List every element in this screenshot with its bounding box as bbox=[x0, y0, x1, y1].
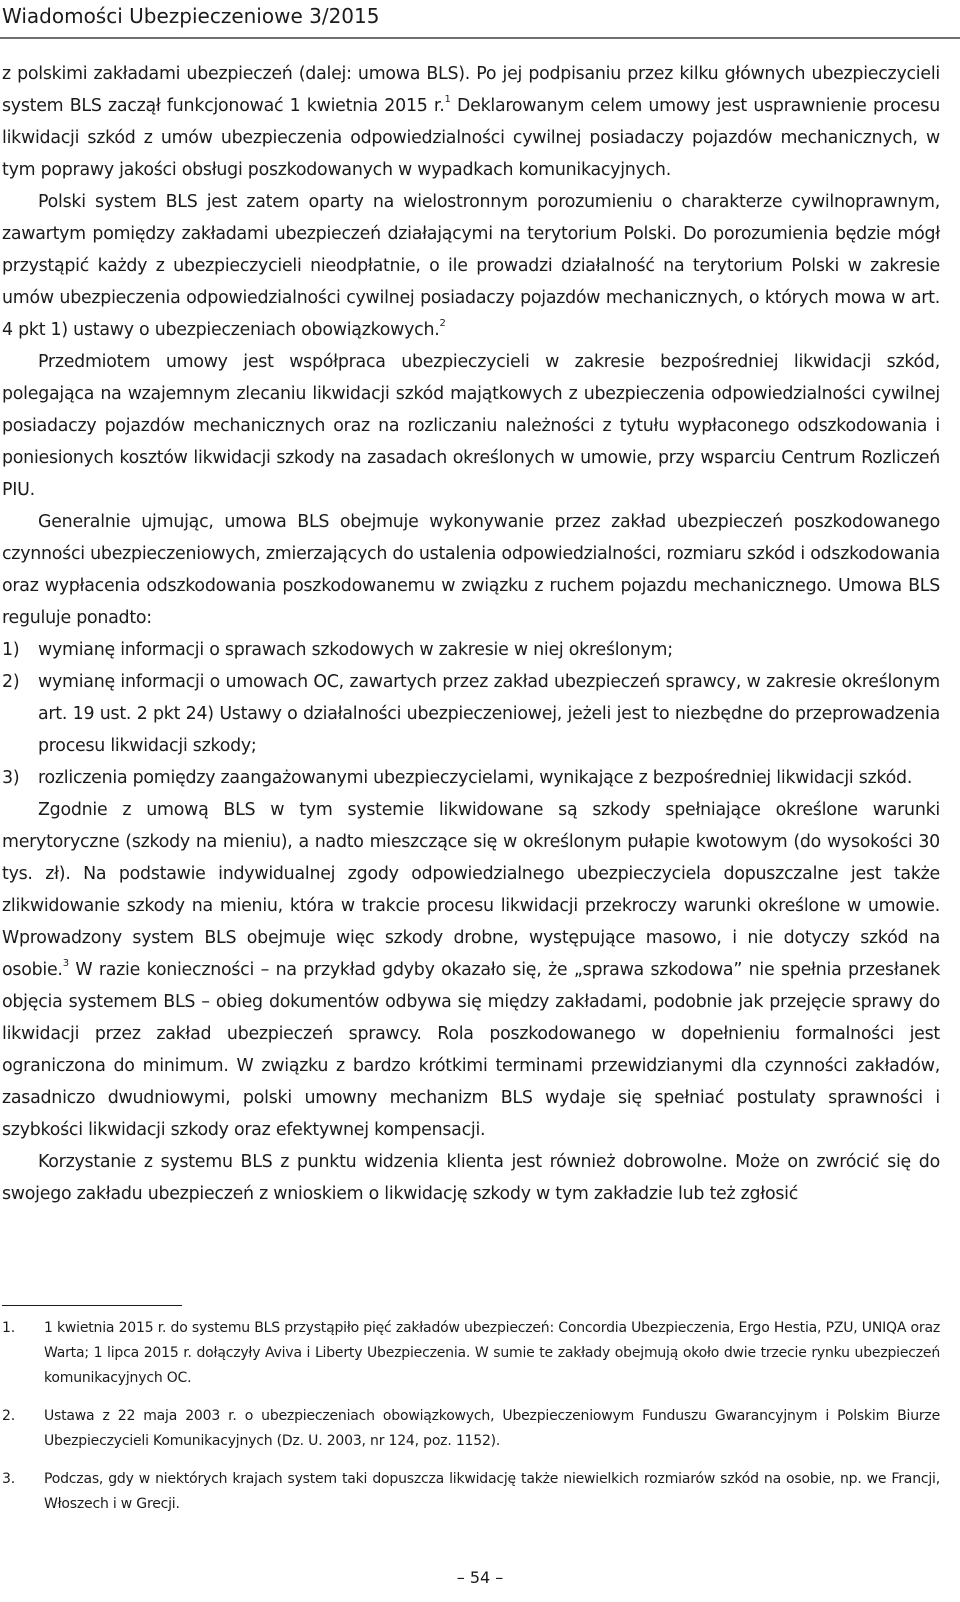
footnote bbox=[2, 1404, 940, 1454]
list-item-number: 1) bbox=[2, 640, 20, 660]
list-item-text: wymianę informacji o sprawach szkodowych w zakresie w niej określonym; bbox=[38, 640, 673, 660]
list-item-text: wymianę informacji o umowach OC, zawartych przez zakład ubezpieczeń sprawcy, w zakresie określonym art. 19 ust. 2 pkt 24) Ustawy o działalności ubezpieczeniowej, jeżeli jest to niezbędne do przeprowadzenia procesu likwidacji szkody; bbox=[38, 672, 940, 756]
list-item bbox=[2, 634, 940, 666]
page-number: – 54 – bbox=[456, 1568, 504, 1587]
paragraph-3: Przedmiotem umowy jest współpraca ubezpieczycieli w zakresie bezpośredniej likwidacji szkód, polegająca na wzajemnym zlecaniu likwidacji szkód majątkowych z ubezpieczenia odpowiedzialności cywilnej posiadaczy pojazdów mechanicznych oraz na rozliczaniu należności z tytułu wypłaconego odszkodowania i poniesionych kosztów likwidacji szkody na zasadach określonych w umowie, przy wsparciu Centrum Rozliczeń PIU. bbox=[2, 352, 940, 500]
footnote-text: 1 kwietnia 2015 r. do systemu BLS przystąpiło pięć zakładów ubezpieczeń: Concordia Ubezpieczenia, Ergo Hestia, PZU, UNIQA oraz Warta; 1 lipca 2015 r. dołączyły Aviva i Liberty Ubezpieczenia. W sumie te zakłady obejmują około dwie trzecie rynku ubezpieczeń komunikacyjnych OC. bbox=[44, 1320, 940, 1386]
paragraph-2 bbox=[2, 186, 940, 346]
footnote-ref-1: 1 bbox=[444, 94, 451, 105]
list-item bbox=[2, 762, 940, 794]
footnote-number: 3. bbox=[2, 1471, 15, 1487]
paragraph-5 bbox=[2, 794, 940, 1146]
paragraph-1 bbox=[2, 58, 940, 186]
regulation-list bbox=[2, 634, 940, 794]
paragraph-5-text-a: Zgodnie z umową BLS w tym systemie likwidowane są szkody spełniające określone warunki merytoryczne (szkody na mieniu), a nadto mieszczące się w określonym pułapie kwotowym (do wysokości 30 tys. zł). Na podstawie indywidualnej zgody odpowiedzialnego ubezpieczyciela dopuszczalne jest także zlikwidowanie szkody na mieniu, która w trakcie procesu likwidacji przekroczy warunki określone w umowie. Wprowadzony system BLS obejmuje więc szkody drobne, występujące masowo, i nie dotyczy szkód na osobie. bbox=[2, 800, 940, 980]
footnote-ref-2: 2 bbox=[439, 318, 446, 329]
footnote-number: 2. bbox=[2, 1408, 15, 1424]
footnote bbox=[2, 1467, 940, 1517]
paragraph-2-text: Polski system BLS jest zatem oparty na wielostronnym porozumieniu o charakterze cywilnoprawnym, zawartym pomiędzy zakładami ubezpieczeń działającymi na terytorium Polski. Do porozumienia będzie mógł przystąpić każdy z ubezpieczycieli nieodpłatnie, o ile prowadzi działalność na terytorium Polski w zakresie umów ubezpieczenia odpowiedzialności cywilnej posiadaczy pojazdów mechanicznych, o których mowa w art. 4 pkt 1) ustawy o ubezpieczeniach obowiązkowych. bbox=[2, 192, 940, 340]
list-item-number: 3) bbox=[2, 768, 20, 788]
journal-title: Wiadomości Ubezpieczeniowe 3/2015 bbox=[2, 4, 380, 28]
header-divider bbox=[0, 37, 960, 39]
article-body bbox=[2, 58, 940, 1210]
footnote-number: 1. bbox=[2, 1320, 15, 1336]
paragraph-6: Korzystanie z systemu BLS z punktu widzenia klienta jest również dobrowolne. Może on zwrócić się do swojego zakładu ubezpieczeń z wnioskiem o likwidację szkody w tym zakładzie lub też zgłosić bbox=[2, 1152, 940, 1204]
footnote-ref-3: 3 bbox=[62, 958, 69, 969]
list-item bbox=[2, 666, 940, 762]
paragraph-1-text-b: Deklarowanym celem umowy jest usprawnienie procesu likwidacji szkód z umów ubezpieczenia odpowiedzialności cywilnej posiadaczy pojazdów mechanicznych, w tym poprawy jakości obsługi poszkodowanych w wypadkach komunikacyjnych. bbox=[2, 96, 941, 180]
paragraph-4: Generalnie ujmując, umowa BLS obejmuje wykonywanie przez zakład ubezpieczeń poszkodowanego czynności ubezpieczeniowych, zmierzających do ustalenia odpowiedzialności, rozmiaru szkód i odszkodowania oraz wypłacenia odszkodowania poszkodowanemu w związku z ruchem pojazdu mechanicznego. Umowa BLS reguluje ponadto: bbox=[2, 512, 940, 628]
footnote-divider bbox=[2, 1305, 182, 1306]
footnote-text: Podczas, gdy w niektórych krajach system taki dopuszcza likwidację także niewielkich rozmiarów szkód na osobie, np. we Francji, Włoszech i w Grecji. bbox=[44, 1471, 940, 1512]
list-item-number: 2) bbox=[2, 672, 20, 692]
list-item-text: rozliczenia pomiędzy zaangażowanymi ubezpieczycielami, wynikające z bezpośredniej likwidacji szkód. bbox=[38, 768, 913, 788]
paragraph-5-text-b: W razie konieczności – na przykład gdyby okazało się, że „sprawa szkodowa” nie spełnia przesłanek objęcia systemem BLS – obieg dokumentów odbywa się między zakładami, podobnie jak przejęcie sprawy do likwidacji przez zakład ubezpieczeń sprawcy. Rola poszkodowanego w dopełnieniu formalności jest ograniczona do minimum. W związku z bardzo krótkimi terminami przewidzianymi dla czynności zakładów, zasadniczo dwudniowymi, polski umowny mechanizm BLS wydaje się spełniać postulaty sprawności i szybkości likwidacji szkody oraz efektywnej kompensacji. bbox=[2, 960, 940, 1140]
paragraph-1-text-a: z polskimi zakładami ubezpieczeń (dalej: umowa BLS). Po jej podpisaniu przez kilku głównych ubezpieczycieli system BLS zaczął funkcjonować 1 kwietnia 2015 r. bbox=[2, 64, 940, 116]
footnote-text: Ustawa z 22 maja 2003 r. o ubezpieczeniach obowiązkowych, Ubezpieczeniowym Funduszu Gwarancyjnym i Polskim Biurze Ubezpieczycieli Komunikacyjnych (Dz. U. 2003, nr 124, poz. 1152). bbox=[44, 1408, 940, 1449]
footnotes bbox=[2, 1316, 940, 1530]
footnote bbox=[2, 1316, 940, 1391]
running-header bbox=[0, 0, 960, 40]
